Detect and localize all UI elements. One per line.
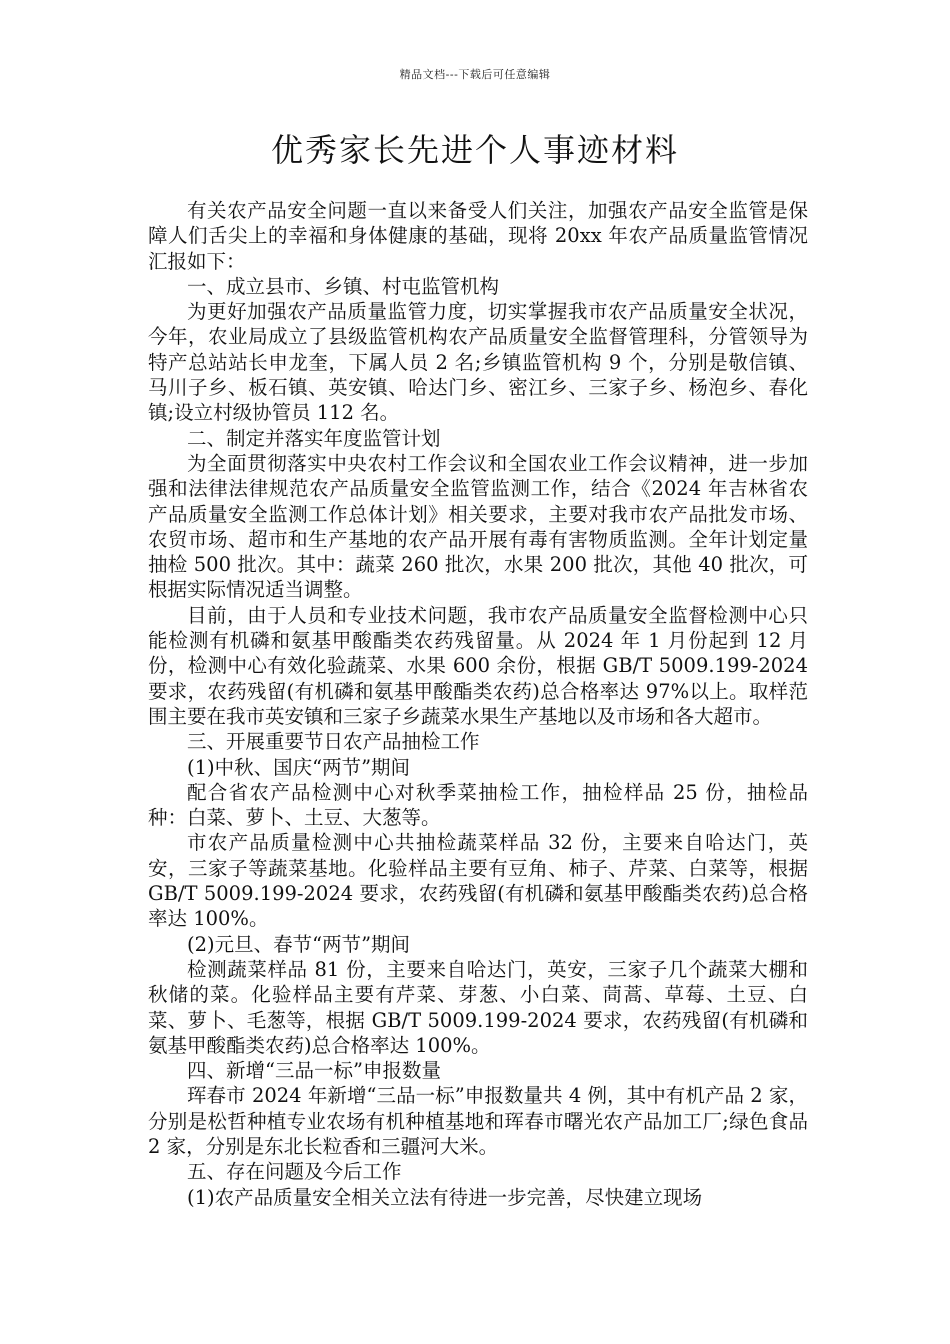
header-note: 精品文档---下载后可任意编辑 [399, 68, 551, 81]
section-heading-2: 二、制定并落实年度监管计划 [187, 426, 441, 450]
document-body [148, 198, 808, 1210]
paragraph-intro: 有关农产品安全问题一直以来备受人们关注，加强农产品安全监管是保障人们舌尖上的幸福和身体健康的基础，现将 20xx 年农产品质量监管情况汇报如下： [148, 199, 808, 273]
paragraph: 珲春市 2024 年新增“三品一标”申报数量共 4 例，其中有机产品 2 家，分别是松哲种植专业农场有机种植基地和珲春市曙光农产品加工厂;绿色食品 2 家，分别是东北长粒香和三疆河大米。 [148, 1084, 808, 1158]
subsection-heading: (1)中秋、国庆“两节”期间 [187, 755, 411, 779]
document-title: 优秀家长先进个人事迹材料 [270, 131, 679, 169]
paragraph: 目前，由于人员和专业技术问题，我市农产品质量安全监督检测中心只能检测有机磷和氨基甲酸酯类农药残留量。从 2024 年 1 月份起到 12 月份，检测中心有效化验蔬菜、水果 600 余份，根据 GB/T 5009.199-2024 要求，农药残留(有机磷和氨基甲酸酯类农药)总合格率达 97%以上。取样范围主要在我市英安镇和三家子乡蔬菜水果生产基地以及市场和各大超市。 [148, 603, 808, 728]
paragraph: 检测蔬菜样品 81 份，主要来自哈达门，英安，三家子几个蔬菜大棚和秋储的菜。化验样品主要有芹菜、芽葱、小白菜、茼蒿、草莓、土豆、白菜、萝卜、毛葱等，根据 GB/T 5009.199-2024 要求，农药残留(有机磷和氨基甲酸酯类农药)总合格率达 100%。 [148, 957, 808, 1057]
paragraph: 市农产品质量检测中心共抽检蔬菜样品 32 份，主要来自哈达门，英安，三家子等蔬菜基地。化验样品主要有豆角、柿子、芹菜、白菜等，根据 GB/T 5009.199-2024 要求，农药残留(有机磷和氨基甲酸酯类农药)总合格率达 100%。 [148, 831, 808, 931]
section-heading-3: 三、开展重要节日农产品抽检工作 [187, 730, 480, 754]
section-heading-4: 四、新增“三品一标”申报数量 [187, 1059, 441, 1083]
section-heading-1: 一、成立县市、乡镇、村屯监管机构 [187, 274, 500, 298]
paragraph: (1)农产品质量安全相关立法有待进一步完善，尽快建立现场 [187, 1185, 703, 1209]
section-heading-5: 五、存在问题及今后工作 [187, 1160, 402, 1184]
paragraph: 配合省农产品检测中心对秋季菜抽检工作，抽检样品 25 份，抽检品种：白菜、萝卜、土豆、大葱等。 [148, 780, 808, 830]
paragraph: 为更好加强农产品质量监管力度，切实掌握我市农产品质量安全状况，今年，农业局成立了县级监管机构农产品质量安全监督管理科，分管领导为特产总站站长申龙奎，下属人员 2 名;乡镇监管机构 9 个，分别是敬信镇、马川子乡、板石镇、英安镇、哈达门乡、密江乡、三家子乡、杨泡乡、春化镇;设立村级协管员 112 名。 [148, 300, 808, 425]
paragraph: 为全面贯彻落实中央农村工作会议和全国农业工作会议精神，进一步加强和法律法律规范农产品质量安全监管监测工作，结合《2024 年吉林省农产品质量安全监测工作总体计划》相关要求，主要对我市农产品批发市场、农贸市场、超市和生产基地的农产品开展有毒有害物质监测。全年计划定量抽检 500 批次。其中：蔬菜 260 批次，水果 200 批次，其他 40 批次，可根据实际情况适当调整。 [148, 451, 808, 602]
subsection-heading: (2)元旦、春节“两节”期间 [187, 932, 411, 956]
